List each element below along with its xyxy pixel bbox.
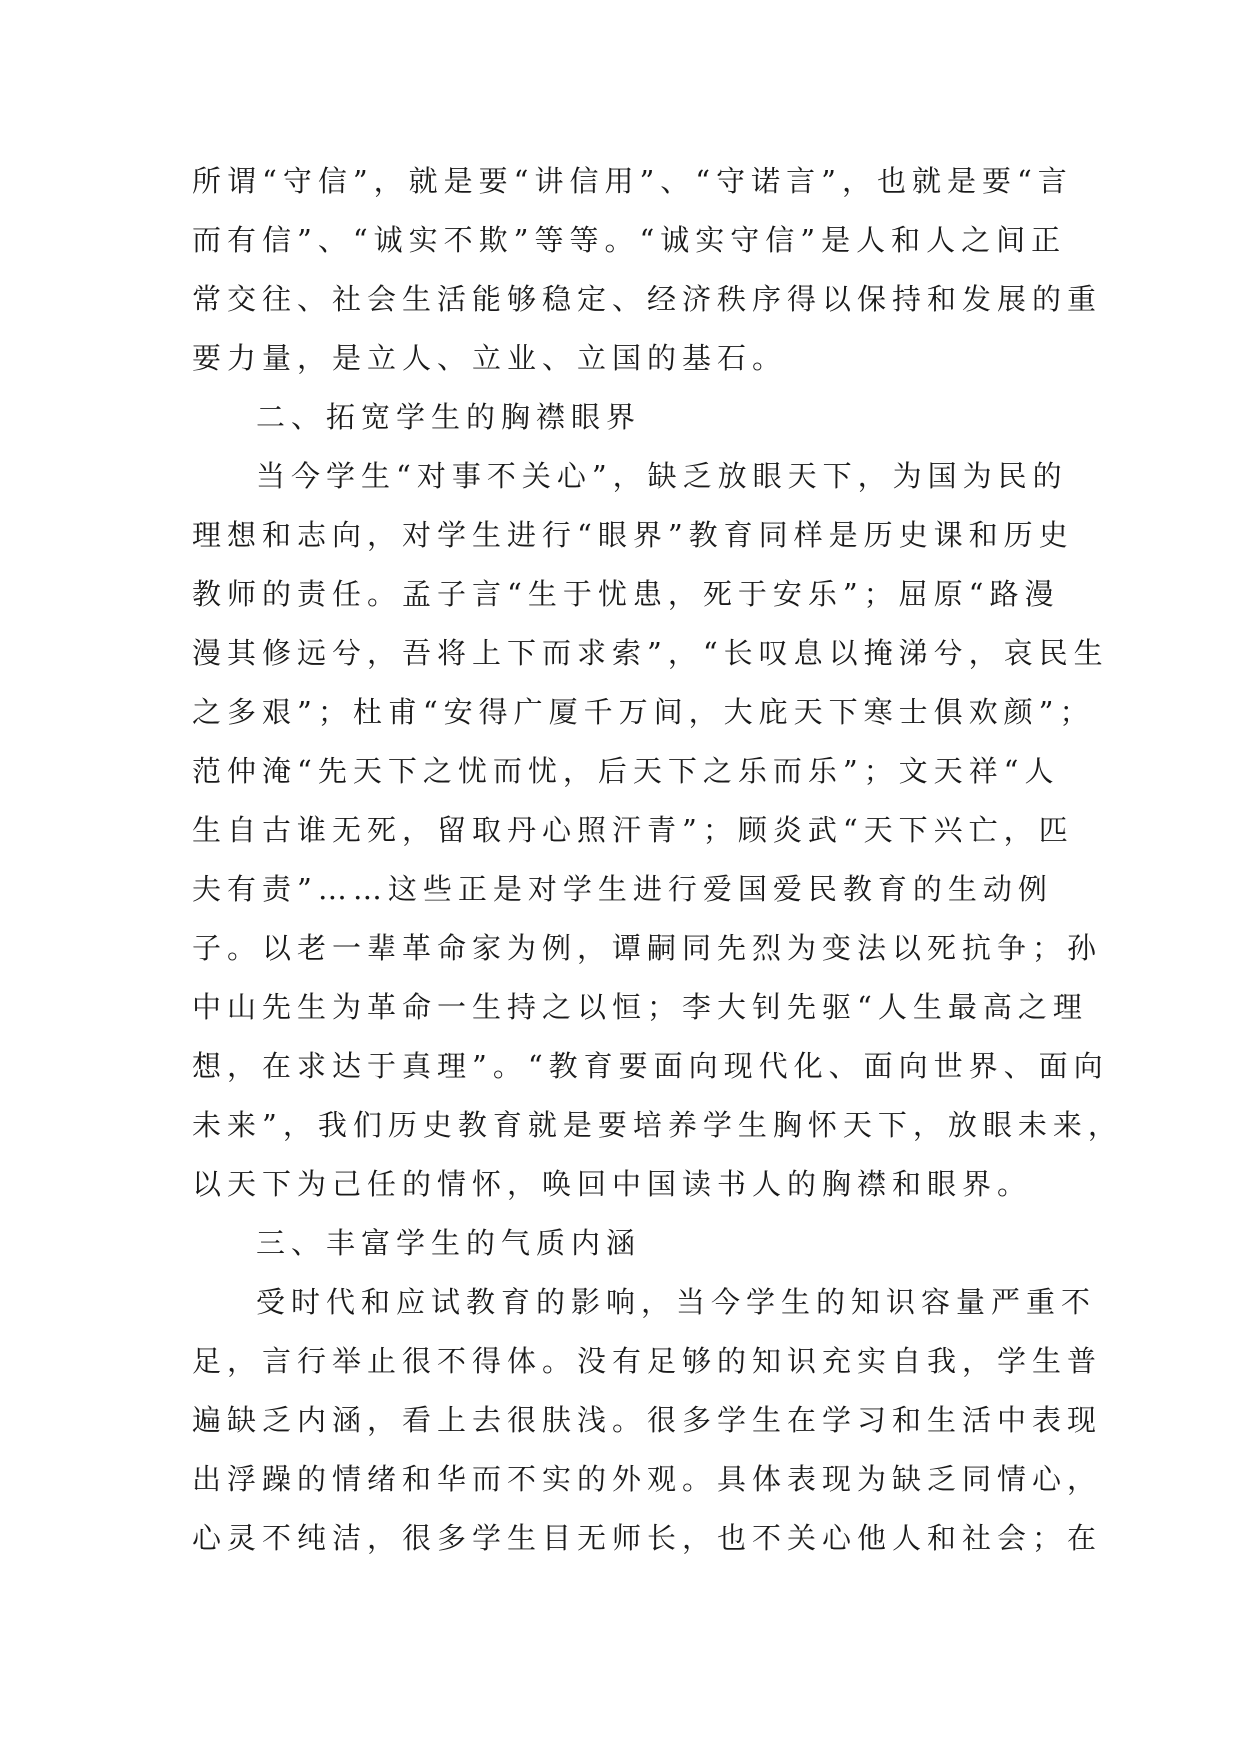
text-line: 子。以老一辈革命家为例，谭嗣同先烈为变法以死抗争；孙 — [192, 931, 1103, 965]
text-line: 漫其修远兮，吾将上下而求索”，“长叹息以掩涕兮，哀民生 — [192, 636, 1109, 670]
text-line: 所谓“守信”，就是要“讲信用”、“守诺言”，也就是要“言 — [192, 164, 1073, 198]
text-line: 以天下为己任的情怀，唤回中国读书人的胸襟和眼界。 — [192, 1167, 1033, 1201]
section-heading: 三、丰富学生的气质内涵 — [256, 1226, 642, 1260]
text-line: 未来”，我们历史教育就是要培养学生胸怀天下，放眼未来， — [192, 1108, 1123, 1142]
text-line: 足，言行举止很不得体。没有足够的知识充实自我，学生普 — [192, 1344, 1103, 1378]
text-line: 而有信”、“诚实不欺”等等。“诚实守信”是人和人之间正 — [192, 223, 1067, 257]
text-line: 范仲淹“先天下之忧而忧，后天下之乐而乐”；文天祥“人 — [192, 754, 1060, 788]
text-line: 理想和志向，对学生进行“眼界”教育同样是历史课和历史 — [192, 518, 1074, 552]
text-line: 要力量，是立人、立业、立国的基石。 — [192, 341, 788, 375]
text-line: 生自古谁无死，留取丹心照汗青”；顾炎武“天下兴亡，匹 — [192, 813, 1074, 847]
text-line: 中山先生为革命一生持之以恒；李大钊先驱“人生最高之理 — [192, 990, 1088, 1024]
text-line: 想，在求达于真理”。“教育要面向现代化、面向世界、面向 — [192, 1049, 1109, 1083]
text-line: 教师的责任。孟子言“生于忧患，死于安乐”；屈原“路漫 — [192, 577, 1060, 611]
text-line: 遍缺乏内涵，看上去很肤浅。很多学生在学习和生活中表现 — [192, 1403, 1103, 1437]
text-line: 受时代和应试教育的影响，当今学生的知识容量严重不 — [256, 1285, 1097, 1319]
document-page — [192, 152, 1123, 1568]
text-line: 当今学生“对事不关心”，缺乏放眼天下，为国为民的 — [256, 459, 1068, 493]
section-heading: 二、拓宽学生的胸襟眼界 — [256, 400, 642, 434]
text-line: 之多艰”；杜甫“安得广厦千万间，大庇天下寒士俱欢颜”； — [192, 695, 1095, 729]
text-line: 夫有责”……这些正是对学生进行爱国爱民教育的生动例 — [192, 872, 1053, 906]
text-line: 出浮躁的情绪和华而不实的外观。具体表现为缺乏同情心， — [192, 1462, 1103, 1496]
text-line: 心灵不纯洁，很多学生目无师长，也不关心他人和社会；在 — [192, 1521, 1103, 1555]
text-line: 常交往、社会生活能够稳定、经济秩序得以保持和发展的重 — [192, 282, 1103, 316]
